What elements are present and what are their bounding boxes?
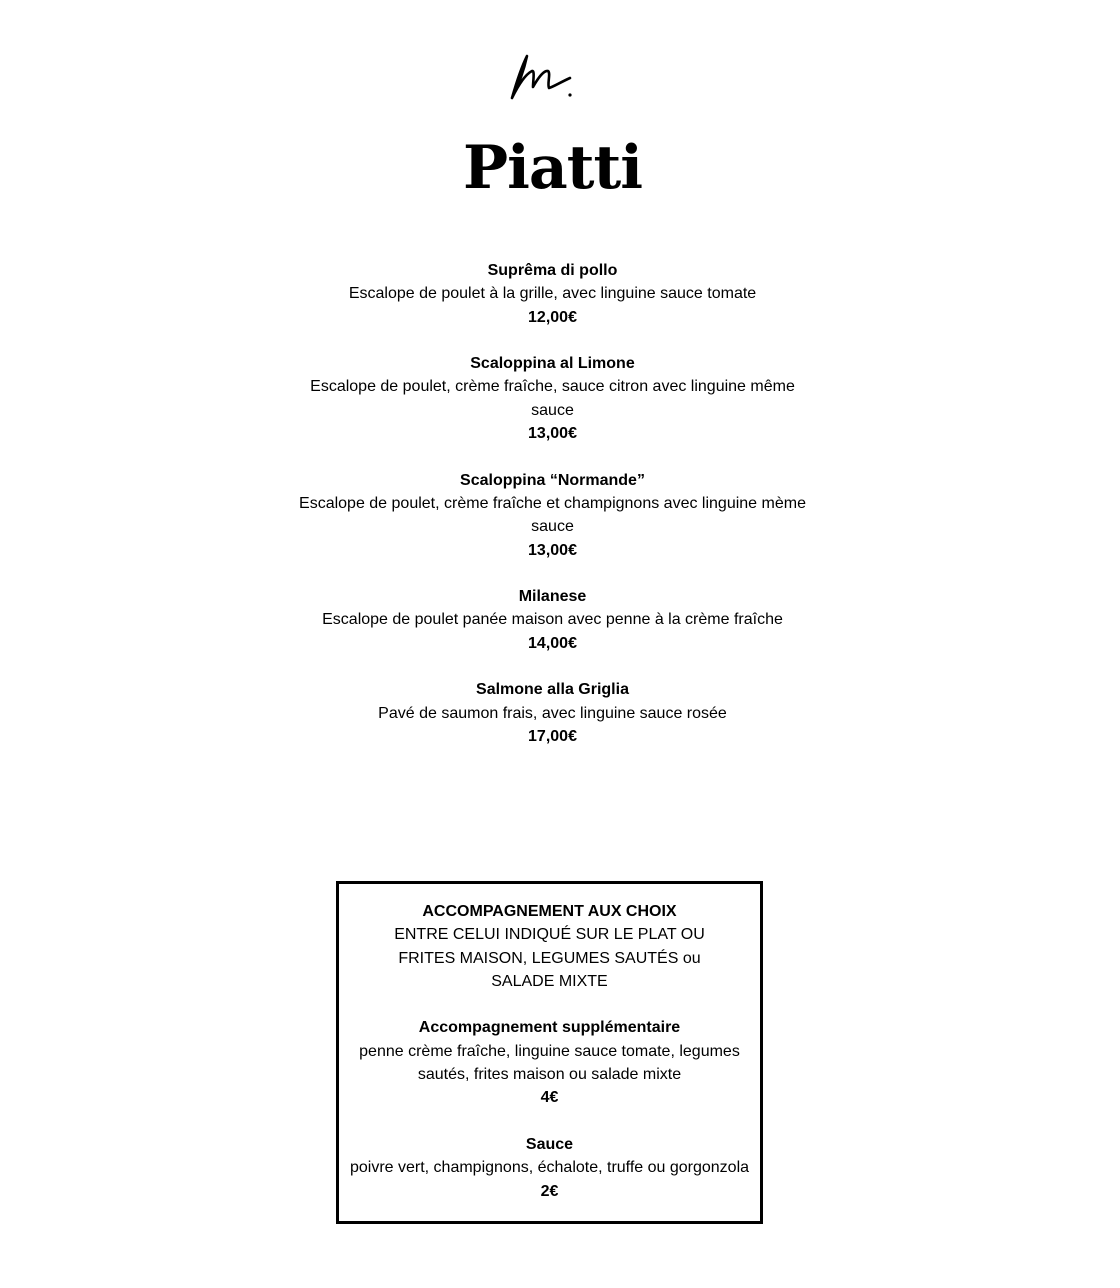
dish-price: 13,00€ <box>528 541 577 559</box>
page-title: Piatti <box>462 133 642 203</box>
menu-item <box>290 678 815 748</box>
menu-item <box>290 585 815 655</box>
menu-item <box>290 352 815 445</box>
dish-price: 13,00€ <box>528 425 577 443</box>
dish-description: Pavé de saumon frais, avec linguine sauce rosée <box>378 704 727 722</box>
dish-price: 14,00€ <box>528 634 577 652</box>
sauce-heading: Sauce <box>525 1135 574 1153</box>
menu-item <box>290 469 815 562</box>
side-choice-heading: ACCOMPAGNEMENT AUX CHOIX <box>422 903 677 920</box>
dish-name: Scaloppina “Normande” <box>460 471 645 489</box>
dish-name: Salmone alla Griglia <box>476 681 629 699</box>
sauce-price: 2€ <box>540 1182 559 1200</box>
dish-name: Milanese <box>518 588 587 606</box>
dish-description: Escalope de poulet panée maison avec penne à la crème fraîche <box>322 611 783 629</box>
extra-side-section <box>339 1016 760 1109</box>
sauce-section <box>339 1133 760 1203</box>
extra-side-price: 4€ <box>540 1089 559 1107</box>
side-dishes-box <box>336 881 763 1224</box>
signature-logo-icon <box>500 50 580 106</box>
extra-side-heading: Accompagnement supplémentaire <box>418 1019 681 1037</box>
dish-description: Escalope de poulet, crème fraîche et champignons avec linguine mème sauce <box>299 494 806 536</box>
extra-side-text: penne crème fraîche, linguine sauce tomate, legumes sautés, frites maison ou salade mixte <box>359 1042 740 1084</box>
dish-price: 17,00€ <box>528 727 577 745</box>
side-choice-text: ENTRE CELUI INDIQUÉ SUR LE PLAT OU FRITES MAISON, LEGUMES SAUTÉS ou SALADE MIXTE <box>394 926 705 990</box>
dish-name: Scaloppina al Limone <box>470 355 635 373</box>
menu-list <box>290 259 815 772</box>
dish-description: Escalope de poulet, crème fraîche, sauce citron avec linguine même sauce <box>310 378 795 419</box>
side-choice-section <box>339 900 760 993</box>
dish-description: Escalope de poulet à la grille, avec linguine sauce tomate <box>348 285 757 303</box>
dish-price: 12,00€ <box>528 308 577 326</box>
dish-name: Suprêma di pollo <box>487 262 618 279</box>
sauce-text: poivre vert, champignons, échalote, truffe ou gorgonzola <box>349 1159 750 1177</box>
menu-item <box>290 259 815 329</box>
